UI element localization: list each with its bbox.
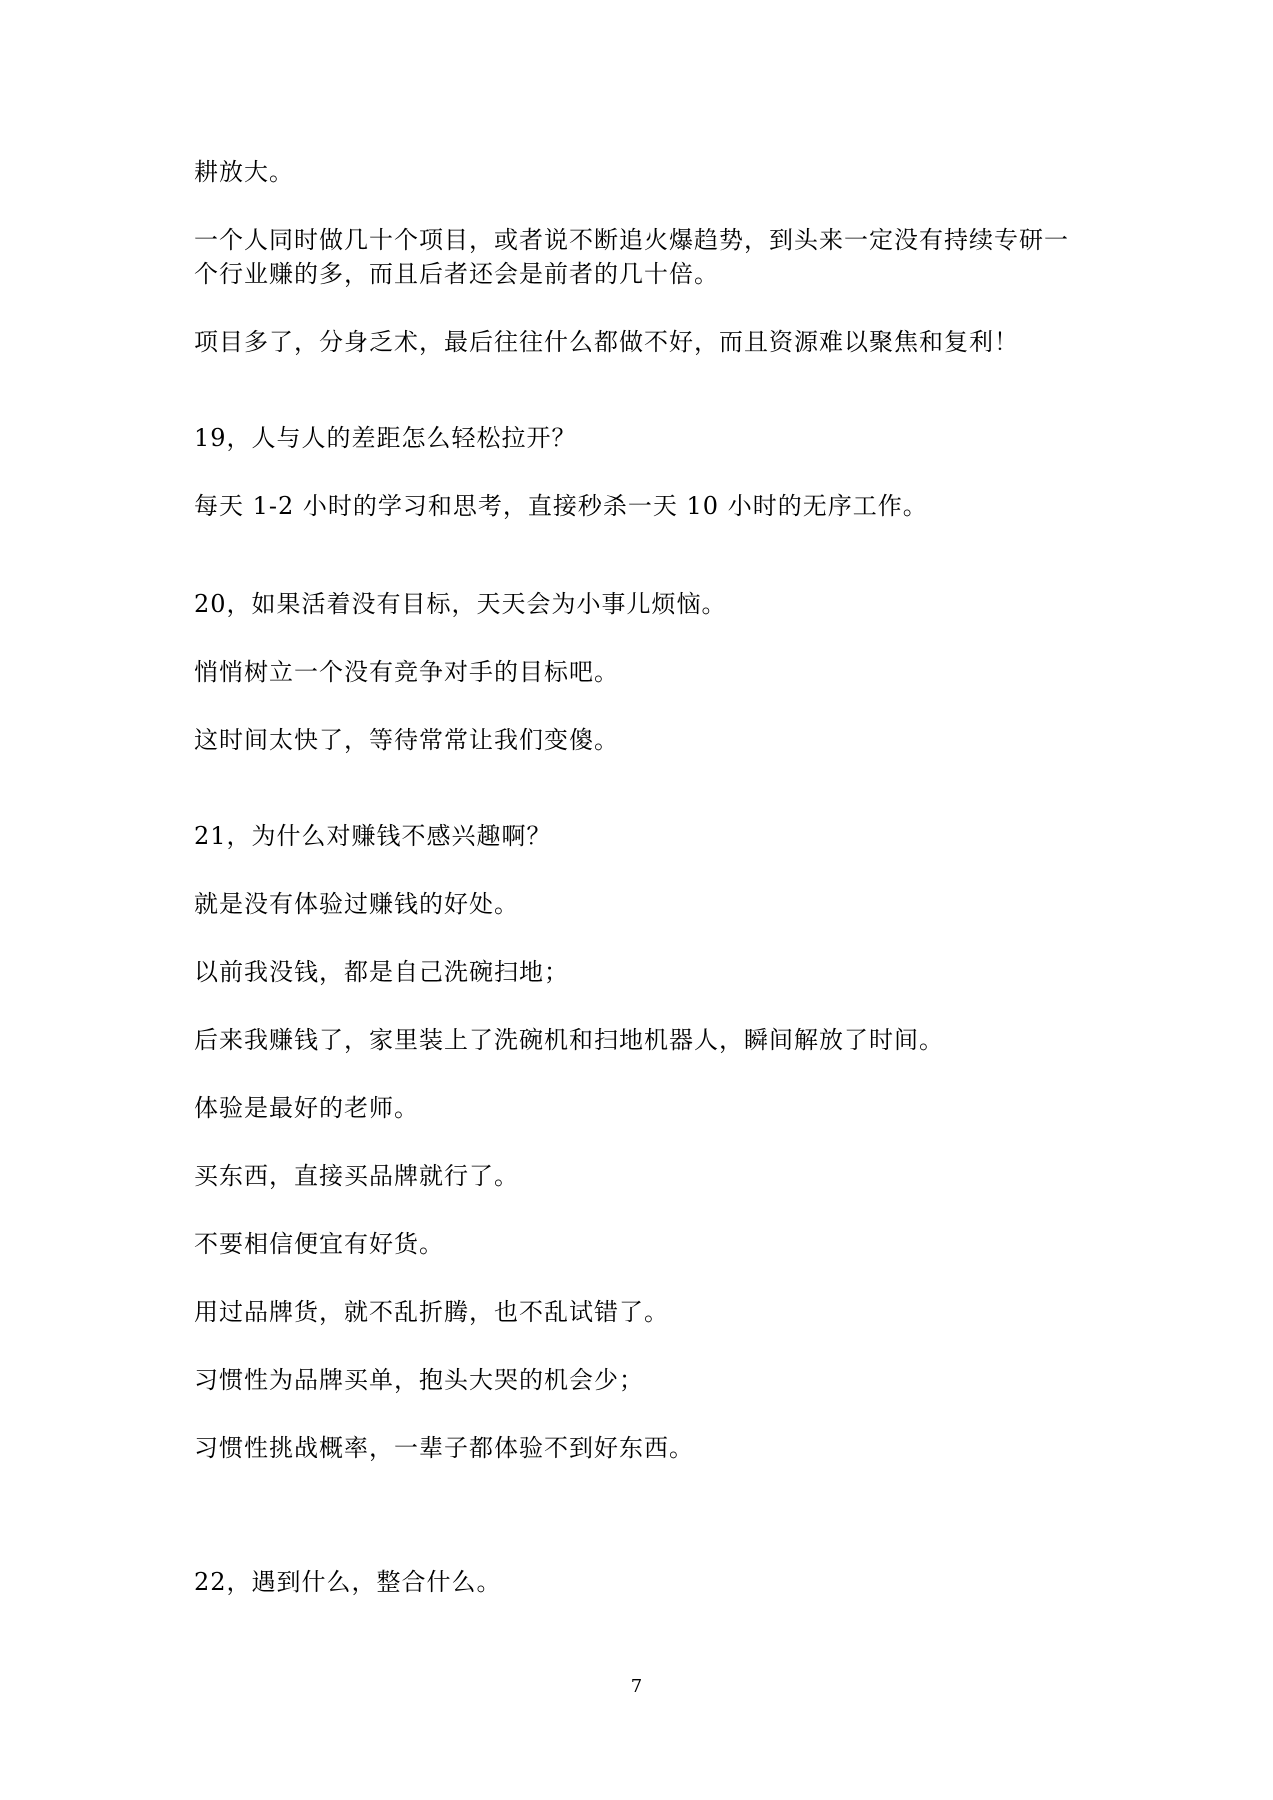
paragraph-line: 这时间太快了，等待常常让我们变傻。 bbox=[194, 726, 619, 754]
paragraph-line: 就是没有体验过赚钱的好处。 bbox=[194, 890, 519, 918]
paragraph-line: 习惯性挑战概率，一辈子都体验不到好东西。 bbox=[194, 1434, 694, 1462]
paragraph-line: 耕放大。 bbox=[194, 158, 294, 186]
section-heading: 19，人与人的差距怎么轻松拉开？ bbox=[194, 424, 577, 452]
paragraph-line: 习惯性为品牌买单，抱头大哭的机会少； bbox=[194, 1366, 644, 1394]
paragraph-line: 用过品牌货，就不乱折腾，也不乱试错了。 bbox=[194, 1298, 669, 1326]
paragraph-line: 以前我没钱，都是自己洗碗扫地； bbox=[194, 958, 569, 986]
paragraph-line: 每天 1-2 小时的学习和思考，直接秒杀一天 10 小时的无序工作。 bbox=[194, 492, 928, 520]
page-number: 7 bbox=[630, 1676, 643, 1697]
paragraph-line: 项目多了，分身乏术，最后往往什么都做不好，而且资源难以聚焦和复利！ bbox=[194, 328, 1019, 356]
paragraph-line: 个行业赚的多，而且后者还会是前者的几十倍。 bbox=[194, 260, 719, 288]
section-heading: 22，遇到什么，整合什么。 bbox=[194, 1568, 502, 1596]
paragraph-line: 不要相信便宜有好货。 bbox=[194, 1230, 444, 1258]
section-heading: 20，如果活着没有目标，天天会为小事儿烦恼。 bbox=[194, 590, 727, 618]
section-heading: 21，为什么对赚钱不感兴趣啊？ bbox=[194, 822, 552, 850]
paragraph-line: 体验是最好的老师。 bbox=[194, 1094, 419, 1122]
paragraph-line: 后来我赚钱了，家里装上了洗碗机和扫地机器人，瞬间解放了时间。 bbox=[194, 1026, 944, 1054]
paragraph-line: 买东西，直接买品牌就行了。 bbox=[194, 1162, 519, 1190]
paragraph-line: 悄悄树立一个没有竞争对手的目标吧。 bbox=[194, 658, 619, 686]
paragraph-line: 一个人同时做几十个项目，或者说不断追火爆趋势，到头来一定没有持续专研一 bbox=[194, 226, 1069, 254]
